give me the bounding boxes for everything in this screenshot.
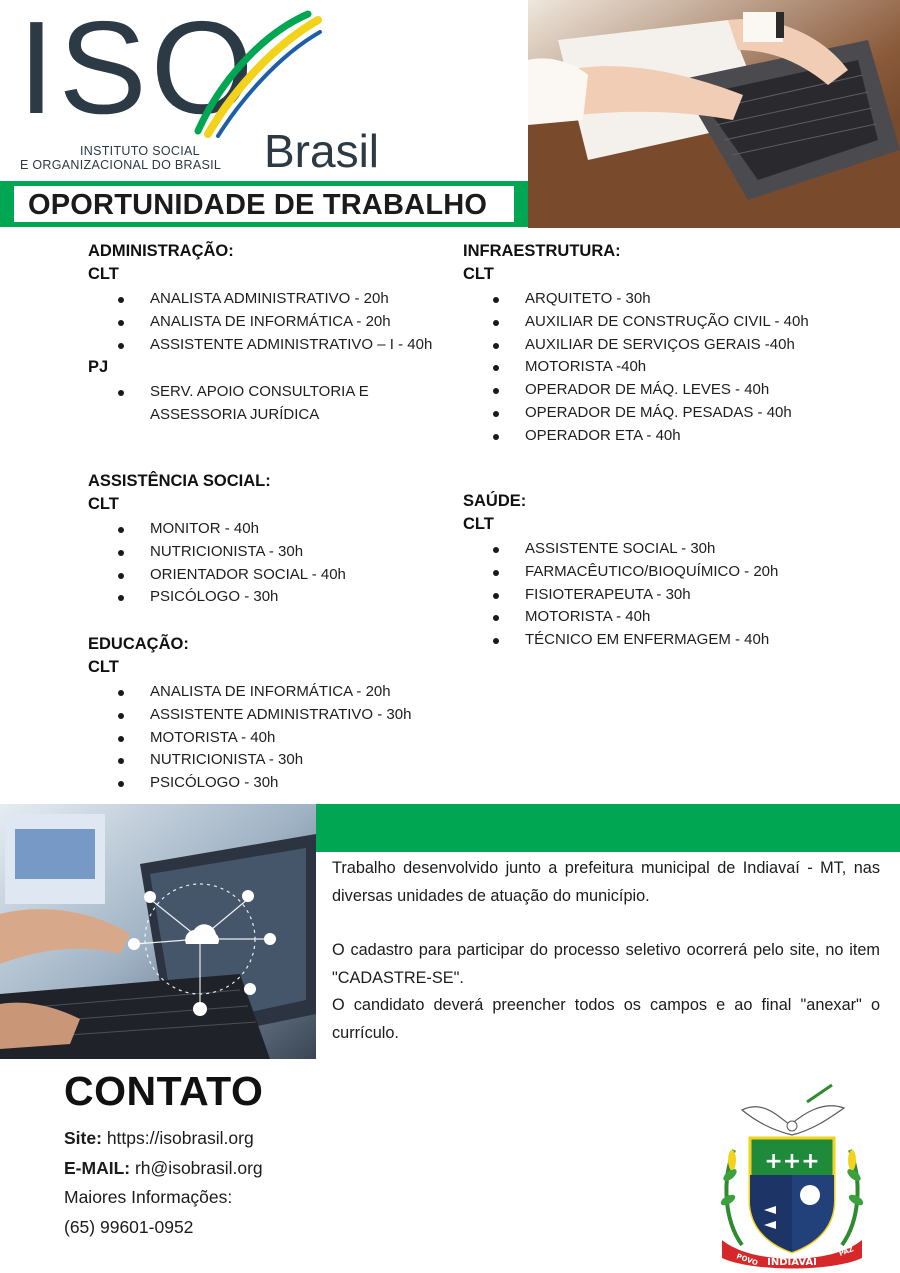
list-item: OPERADOR DE MÁQ. PESADAS - 40h xyxy=(463,402,809,425)
contact-email-line xyxy=(64,1154,263,1184)
section-administracao xyxy=(88,240,432,427)
logo-subtitle-line2: E ORGANIZACIONAL DO BRASIL xyxy=(20,158,222,172)
job-list xyxy=(88,288,432,356)
section-heading: SAÚDE: xyxy=(463,492,527,510)
description-paragraph: O cadastro para participar do processo seletivo ocorrerá pelo site, no item "CADASTRE-SE". xyxy=(332,941,880,987)
job-list xyxy=(88,681,411,795)
job-list xyxy=(88,518,346,609)
contract-type-label: PJ xyxy=(88,358,109,377)
list-item: ASSISTENTE ADMINISTRATIVO – I - 40h xyxy=(88,334,432,357)
contract-type-label: CLT xyxy=(463,265,494,283)
job-list xyxy=(463,288,809,448)
list-item: ANALISTA DE INFORMÁTICA - 20h xyxy=(88,681,411,704)
crest-ribbon-center: INDIAVAÍ xyxy=(767,1257,817,1268)
site-label: Site: xyxy=(64,1128,102,1148)
description-paragraph: Trabalho desenvolvido junto a prefeitura municipal de Indiavaí - MT, nas diversas unidades de atuação do município. xyxy=(332,859,880,905)
description-block xyxy=(332,855,880,1047)
section-heading: EDUCAÇÃO: xyxy=(88,635,189,653)
email-link[interactable]: rh@isobrasil.org xyxy=(134,1157,263,1178)
list-item: ARQUITETO - 30h xyxy=(463,288,809,311)
contract-type-label: CLT xyxy=(88,658,119,676)
contact-site-line xyxy=(64,1124,263,1154)
section-infraestrutura xyxy=(463,240,809,448)
list-item: MONITOR - 40h xyxy=(88,518,346,541)
logo-subtitle-line1: INSTITUTO SOCIAL xyxy=(80,144,200,158)
logo-iso-text: ISO xyxy=(18,0,258,141)
section-saude xyxy=(463,490,778,652)
page-title: OPORTUNIDADE DE TRABALHO xyxy=(28,189,488,221)
site-link[interactable]: https://isobrasil.org xyxy=(106,1128,254,1148)
logo-brasil-text: Brasil xyxy=(264,125,380,177)
list-item: ANALISTA DE INFORMÁTICA - 20h xyxy=(88,311,432,334)
indiavai-crest-icon xyxy=(712,1080,872,1270)
contact-heading: CONTATO xyxy=(64,1068,264,1114)
description-paragraph: O candidato deverá preencher todos os campos e ao final "anexar" o currículo. xyxy=(332,996,880,1042)
list-item: ANALISTA ADMINISTRATIVO - 20h xyxy=(88,288,432,311)
list-item: NUTRICIONISTA - 30h xyxy=(88,749,411,772)
list-item: TÉCNICO EM ENFERMAGEM - 40h xyxy=(463,629,778,652)
crest-ribbon-right: PAZ xyxy=(837,1245,855,1258)
section-assistencia-social xyxy=(88,470,346,609)
email-label: E-MAIL: xyxy=(64,1157,131,1178)
iso-brasil-logo xyxy=(18,0,398,177)
list-item: SERV. APOIO CONSULTORIA E ASSESSORIA JURÍDICA xyxy=(88,381,400,427)
list-item: OPERADOR ETA - 40h xyxy=(463,425,809,448)
contract-type-label: CLT xyxy=(463,515,494,533)
section-educacao xyxy=(88,633,411,795)
list-item: NUTRICIONISTA - 30h xyxy=(88,541,346,564)
list-item: ORIENTADOR SOCIAL - 40h xyxy=(88,564,346,587)
list-item: AUXILIAR DE CONSTRUÇÃO CIVIL - 40h xyxy=(463,311,809,334)
list-item: MOTORISTA - 40h xyxy=(463,606,778,629)
job-list xyxy=(463,538,778,652)
list-item: OPERADOR DE MÁQ. LEVES - 40h xyxy=(463,379,809,402)
list-item: MOTORISTA - 40h xyxy=(88,727,411,750)
contract-type-label: CLT xyxy=(88,265,119,283)
job-list xyxy=(88,381,432,427)
list-item: FARMACÊUTICO/BIOQUÍMICO - 20h xyxy=(463,561,778,584)
section-heading: ASSISTÊNCIA SOCIAL: xyxy=(88,472,271,490)
list-item: AUXILIAR DE SERVIÇOS GERAIS -40h xyxy=(463,334,809,357)
green-strip xyxy=(316,804,900,852)
crest-crosses: +++ xyxy=(764,1149,820,1174)
laptop-typing-photo xyxy=(528,0,900,228)
list-item: PSICÓLOGO - 30h xyxy=(88,772,411,795)
list-item: ASSISTENTE SOCIAL - 30h xyxy=(463,538,778,561)
section-heading: ADMINISTRAÇÃO: xyxy=(88,242,234,260)
phone-number: (65) 99601-0952 xyxy=(64,1216,194,1237)
contact-info xyxy=(64,1124,263,1242)
title-band xyxy=(0,181,528,227)
cloud-computing-photo xyxy=(0,804,316,1059)
contract-type-label: CLT xyxy=(88,495,119,513)
more-info-label: Maiores Informações: xyxy=(64,1187,233,1207)
section-heading: INFRAESTRUTURA: xyxy=(463,242,621,260)
list-item: MOTORISTA -40h xyxy=(463,356,809,379)
list-item: ASSISTENTE ADMINISTRATIVO - 30h xyxy=(88,704,411,727)
list-item: FISIOTERAPEUTA - 30h xyxy=(463,584,778,607)
list-item: PSICÓLOGO - 30h xyxy=(88,586,346,609)
crest-ribbon-left: POVO xyxy=(735,1252,759,1268)
